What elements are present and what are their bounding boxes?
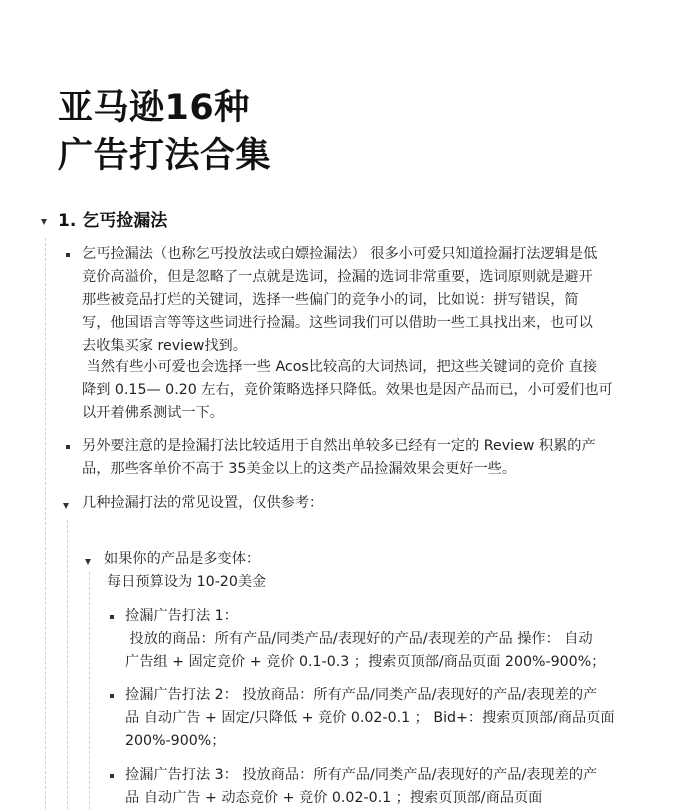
tactic-1-line: 广告组 + 固定竞价 + 竞价 0.1-0.3 ；搜索页顶部/商品页面 200%-900%；: [125, 654, 606, 670]
page-title-line-2: 广告打法合集: [58, 136, 272, 176]
bullet-dot-icon: [66, 445, 70, 449]
page-title-line-1: 亚马逊16种: [58, 88, 250, 128]
page-title: [58, 84, 271, 180]
section-toggle-icon[interactable]: [41, 219, 47, 225]
para1-line: 乞丐捡漏法（也称乞丐投放法或白嫖捡漏法） 很多小可爱只知道捡漏打法逻辑是低: [82, 246, 598, 262]
tactic-3-line: 品 自动广告 + 动态竞价 + 竞价 0.02-0.1 ；搜索页顶部/商品页面: [125, 790, 543, 806]
list-toggle-icon[interactable]: [85, 559, 91, 565]
para1-line: 去收集买家 review找到。: [82, 338, 247, 354]
para1-line: 当然有些小可爱也会选择一些 Acos比较高的大词热词，把这些关键词的竞价 直接: [82, 359, 598, 375]
indent-guide-level2: [67, 520, 68, 809]
tactic-1-line: 捡漏广告打法 1：: [125, 608, 238, 624]
para1-line: 那些被竞品打烂的关键词，选择一些偏门的竞争小的词，比如说：拼写错误，简: [82, 292, 579, 308]
bullet-dot-icon: [110, 694, 114, 698]
list-item-para3: 几种捡漏打法的常见设置，仅供参考：: [82, 495, 324, 511]
list-toggle-icon[interactable]: [63, 503, 69, 509]
bullet-dot-icon: [110, 774, 114, 778]
para1-line: 写，他国语言等等这些词进行捡漏。这些词我们可以借助一些工具找出来，也可以: [82, 315, 593, 331]
bullet-dot-icon: [66, 253, 70, 257]
tactic-2-line: 品 自动广告 + 固定/只降低 + 竞价 0.02-0.1 ； Bid+：搜索页顶部/商品页面: [125, 710, 615, 726]
sub-heading: 如果你的产品是多变体：: [104, 551, 261, 567]
tactic-2-line: 200%-900%；: [125, 733, 226, 749]
tactic-1-line: 投放的商品：所有产品/同类产品/表现好的产品/表现差的产品 操作： 自动: [125, 631, 593, 647]
bullet-dot-icon: [110, 615, 114, 619]
para2-line: 另外要注意的是捡漏打法比较适用于自然出单较多已经有一定的 Review 积累的产: [82, 438, 596, 454]
para1-line: 竞价高溢价，但是忽略了一点就是选词，捡漏的选词非常重要，选词原则就是避开: [82, 269, 593, 285]
para2-line: 品，那些客单价不高于 35美金以上的这类产品捡漏效果会更好一些。: [82, 461, 517, 477]
section-heading: 1. 乞丐捡漏法: [58, 211, 168, 231]
indent-guide-level3: [89, 572, 90, 809]
tactic-2-line: 捡漏广告打法 2： 投放商品：所有产品/同类产品/表现好的产品/表现差的产: [125, 687, 598, 703]
tactic-3-line: 捡漏广告打法 3： 投放商品：所有产品/同类产品/表现好的产品/表现差的产: [125, 767, 598, 783]
sub-budget: 每日预算设为 10-20美金: [107, 574, 267, 590]
para1-line: 以开着佛系测试一下。: [82, 405, 224, 421]
para1-line: 降到 0.15— 0.20 左右，竞价策略选择只降低。效果也是因产品而已，小可爱们也可: [82, 382, 613, 398]
indent-guide-level1: [45, 238, 46, 809]
